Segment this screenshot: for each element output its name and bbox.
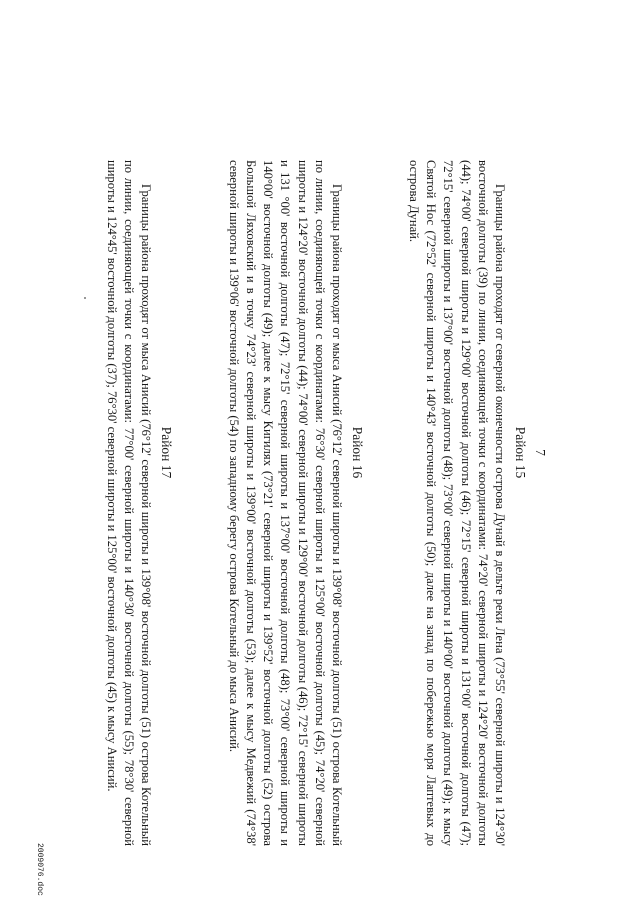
section-text-17-content: Границы района проходят от мыса Анисий (76°12' северной широты и 139°08' восточной долготы (51) острова Котельный по линии, соединяющей точки с координатами: 77°00' северной широты и 140°30' восточной долготы (55); 78°30' северной широты и 124°45' восточной долготы (37); 76°30' северной широты и 125°00' восточной долготы (45) к мысу Анисий.	[104, 160, 153, 846]
section-text-16-content: Границы района проходят от мыса Анисий (76°12' северной широты и 139°08' восточной долготы (51) острова Котельный по линии, соединяющей точки с координатами: 76°30' северной широты и 125°00' восточной долготы (45); 74°20' северной широты и 124°20' восточной долготы (44); 74°00' северной широты и 129°00' восточной долготы (46); 72°15' северной широты и 131 °00' восточной долготы (47); 72°15' северной широты и 137°00' восточной долготы (48); 73°00' северной широты и 140°00' восточной долготы (49); далее к мысу Кигилях (73°21' северной широты и 139°52' восточной долготы (52) острова Большой Ляховский и в точку 74°23' северной широты и 139°00' восточной долготы (53); далее к мысу Медвежий (74°38' северной широты и 139°06' восточной долготы (54) по западному берегу острова Котельный до мыса Анисий.	[226, 160, 344, 846]
section-heading-15: Район 15	[513, 426, 528, 479]
section-text-17	[102, 160, 154, 846]
section-text-15-content: Границы района проходят от северной оконечности острова Дунай в дельте реки Лена (73°55' северной широты и 124°30' восточной долготы (39) по линии, соединяющей точки с координатами: 74°20' северной широты и 124°20' восточной долготы (44); 74°00' северной широты и 129°00' восточной долготы (46); 72°15' северной широты и 131°00' восточной долготы (47); 72°15' северной широты и 137°00' восточной долготы (48); 73°00' северной широты и 140°00' восточной долготы (49); к мысу Святой Нос (72°52' северной широты и 140°43' восточной долготы (50); далее на запад по побережью моря Лаптевых до острова Дунай.	[406, 160, 507, 846]
section-heading-17: Район 17	[159, 426, 174, 479]
section-heading-16: Район 16	[350, 426, 365, 479]
page-number: 7	[533, 449, 548, 456]
scan-speck	[84, 297, 86, 299]
section-text-15	[405, 160, 508, 846]
footer-doc-code: 2009076.doc	[35, 843, 44, 896]
section-text-16	[225, 160, 345, 846]
